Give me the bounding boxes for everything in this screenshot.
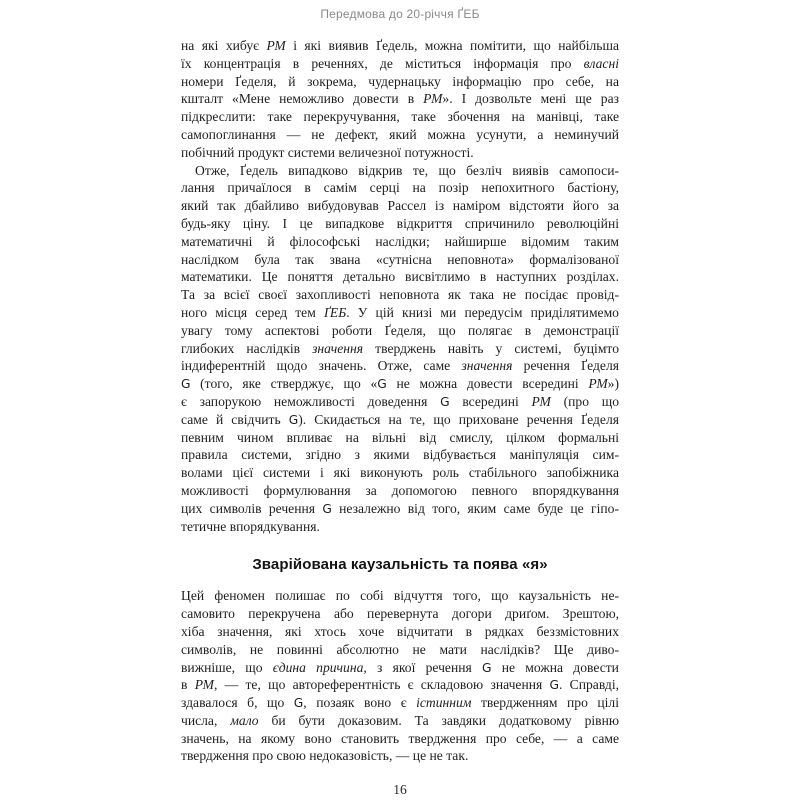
text-line: підкреслити: таке перекручування, таке збочення на манівці, таке xyxy=(181,109,619,125)
text-line: G (того, яке стверджує, що «G не можна довести всередині РМ») xyxy=(181,376,619,392)
text-line: певним чином впливає на вільні від смислу, цілком формальні xyxy=(181,429,619,445)
text-line: твердження про свою недоказовість, — це не так. xyxy=(181,748,469,764)
text-line: в РМ, — те, що автореферентність є складовою значення G. Справді, xyxy=(181,677,619,693)
text-line: значень, на якому воно становить твердження про себе, — а саме xyxy=(181,730,619,746)
paragraph-godel-discovery xyxy=(181,162,619,536)
text-line: символів, не повинні абсолютно не мати наслідків? Ще диво- xyxy=(181,641,619,657)
text-line: на які хибує РМ і які виявив Ґедель, можна помітити, що найбільша xyxy=(181,38,619,53)
italic-emphasis: значення xyxy=(461,358,513,374)
text-line: вижніше, що єдина причина, з якої речення G не можна довести xyxy=(181,659,619,675)
section-heading: Зварійована каузальність та поява «я» xyxy=(252,556,548,574)
italic-emphasis: РМ xyxy=(194,677,214,693)
text-line: математики. Це поняття детально висвітлимо в наступних розділах. xyxy=(181,269,619,285)
text-line: правила системи, згідно з якими відбувається маніпуляція сим- xyxy=(181,447,619,463)
sans-symbol: G xyxy=(293,696,304,711)
sans-symbol: G xyxy=(440,394,450,409)
sans-symbol: G xyxy=(482,660,492,675)
italic-emphasis: РМ xyxy=(588,376,608,392)
text-line: будь-яку ціну. І це випадкове відкриття спричинило революційні xyxy=(181,215,619,231)
running-header: Передмова до 20-річчя ҐЕБ xyxy=(320,7,480,21)
sans-symbol: G xyxy=(549,678,560,693)
text-line: є запорукою неможливості доведення G всередині РМ (про що xyxy=(181,393,619,409)
text-line: увагу тому аспектові роботи Ґеделя, що полягає в демонстрації xyxy=(181,322,619,338)
text-line: глибоких наслідків значення тверджень навіть у системі, буцімто xyxy=(181,340,619,356)
body-text xyxy=(181,37,619,765)
italic-emphasis: єдина причина xyxy=(272,659,364,675)
text-line: Та за всієї своєї захопливості неповнота як така не посідає провід- xyxy=(181,287,619,303)
text-line: номери Ґеделя, й зокрема, чудернацьку інформацію про себе, на xyxy=(181,73,619,89)
italic-emphasis: власні xyxy=(583,55,619,71)
sans-symbol: G xyxy=(377,377,387,392)
text-line: індиферентній щодо значень. Отже, саме значення речення Ґеделя xyxy=(181,358,619,374)
text-line: самовито перекручена або перевернута догори дриґом. Зрештою, xyxy=(181,606,619,622)
page-number: 16 xyxy=(393,782,407,797)
text-line: наслідком була так звана «сутнісна неповнота» формалізованої xyxy=(181,251,619,267)
text-line: волами цієї системи і які виконують роль стабільного запобіжника xyxy=(181,465,619,481)
text-line: хіба значення, які хтось хоче відчитати в рядках беззмістовних xyxy=(181,623,619,639)
text-line: числа, мало би бути доказовим. Та завдяки додатковому рівню xyxy=(181,712,619,728)
text-line: Цей феномен полишає по собі відчуття того, що каузальність не- xyxy=(181,588,619,604)
text-line: кшталт «Мене неможливо довести в РМ». І дозвольте мені ще раз xyxy=(181,91,619,107)
paragraph-continuation xyxy=(181,37,619,162)
italic-emphasis: значення xyxy=(312,340,364,356)
text-line: цих символів речення G незалежно від того, яким саме буде це гіпо- xyxy=(181,500,619,516)
italic-emphasis: ҐЕБ xyxy=(323,304,347,320)
italic-emphasis: РМ xyxy=(423,91,443,107)
text-line: лання причаїлося в самім серці на позір непохитного бастіону, xyxy=(181,180,619,196)
text-line: можливості формулювання за допомогою певного впорядкування xyxy=(181,482,619,498)
italic-emphasis: мало xyxy=(230,712,259,728)
italic-emphasis: РМ xyxy=(531,393,551,409)
italic-emphasis: РМ xyxy=(266,38,286,53)
text-line: саме й свідчить G). Скидається на те, що приховане речення Ґеделя xyxy=(181,411,619,427)
text-line: Отже, Ґедель випадково відкрив те, що безліч виявів самопоси- xyxy=(195,162,619,178)
text-line: тетичне впорядкування. xyxy=(181,518,320,534)
text-line: математичні й філософські наслідки; найширше відомим таким xyxy=(181,233,619,249)
text-line: їх концентрація в реченнях, де міститься інформація про власні xyxy=(181,55,619,71)
sans-symbol: G xyxy=(288,412,299,427)
paragraph-causality xyxy=(181,587,619,765)
sans-symbol: G xyxy=(181,377,191,392)
italic-emphasis: істинним xyxy=(416,695,472,711)
text-line: самопоглинання — не дефект, який можна усунути, а неминучий xyxy=(181,126,619,142)
text-line: побічний продукт системи величезної потужності. xyxy=(181,144,474,160)
text-line: який так дбайливо вибудовував Рассел із наміром відстояти його за xyxy=(181,198,619,214)
text-line: ного місця серед тем ҐЕБ. У цій книзі ми передусім приділятимемо xyxy=(181,304,619,320)
sans-symbol: G xyxy=(322,501,332,516)
text-line: здавалося б, що G, позаяк воно є істинним твердженням про цілі xyxy=(181,695,619,711)
